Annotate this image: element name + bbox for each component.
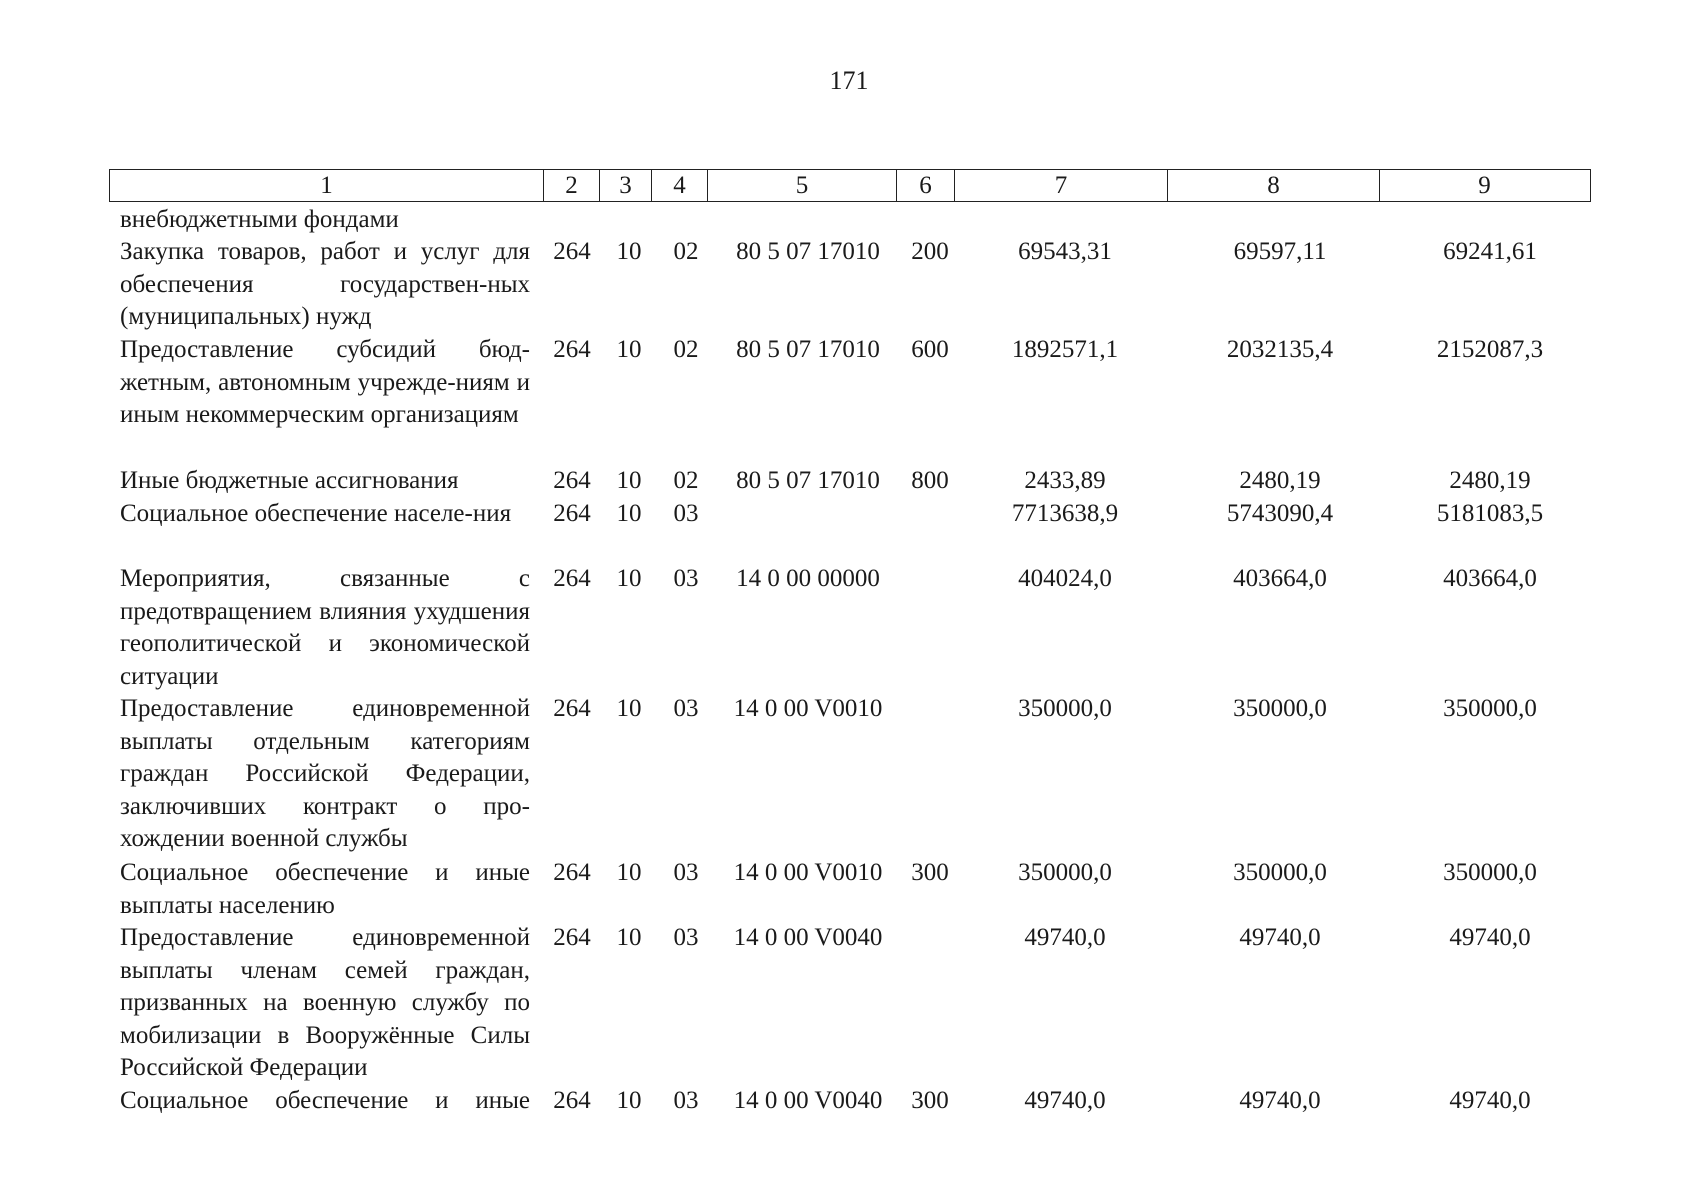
row-description: Социальное обеспечение и иные выплаты населению: [120, 859, 530, 919]
row-col-6: 300: [911, 859, 949, 886]
row-col-5: 14 0 00 V0010: [733, 695, 883, 722]
header-col-4: 4: [652, 170, 708, 201]
row-col-4: 03: [673, 1087, 699, 1114]
row-col-4: 02: [673, 467, 699, 494]
row-col-2: 264: [553, 859, 591, 886]
row-col-6: 200: [911, 238, 949, 265]
row-col-7: 350000,0: [1018, 859, 1112, 886]
row-col-9: 2152087,3: [1436, 336, 1544, 363]
row-col-6: 600: [911, 336, 949, 363]
row-col-8: 49740,0: [1239, 924, 1321, 951]
header-col-6: 6: [897, 170, 955, 201]
page-number: 171: [829, 66, 869, 95]
row-col-3: 10: [616, 238, 642, 265]
row-col-4: 02: [673, 238, 699, 265]
row-col-3: 10: [616, 336, 642, 363]
row-col-9: 49740,0: [1449, 924, 1531, 951]
header-col-2: 2: [544, 170, 600, 201]
row-col-8: 403664,0: [1233, 565, 1327, 592]
row-col-5: 80 5 07 17010: [736, 336, 880, 363]
row-col-4: 03: [673, 924, 699, 951]
row-col-5: 14 0 00 00000: [736, 565, 880, 592]
row-description: Предоставление субсидий бюд-жетным, автономным учрежде-ниям и иным некоммерческим организациям: [120, 336, 530, 428]
row-col-4: 02: [673, 336, 699, 363]
row-col-4: 03: [673, 859, 699, 886]
row-col-2: 264: [553, 695, 591, 722]
row-col-4: 03: [673, 565, 699, 592]
row-description: Закупка товаров, работ и услуг для обеспечения государствен-ных (муниципальных) нужд: [120, 238, 530, 330]
row-col-2: 264: [553, 467, 591, 494]
row-description: Мероприятия, связанные с предотвращением влияния ухудшения геополитической и экономической ситуации: [120, 565, 530, 690]
row-description: Предоставление единовременной выплаты отдельным категориям граждан Российской Федерации, заключивших контракт о про-хождении военной службы: [120, 695, 530, 852]
row-col-9: 5181083,5: [1436, 500, 1544, 527]
row-col-9: 350000,0: [1443, 859, 1537, 886]
row-col-7: 2433,89: [1024, 467, 1106, 494]
header-col-9: 9: [1478, 171, 1491, 199]
row-col-2: 264: [553, 1087, 591, 1114]
row-col-8: 69597,11: [1233, 238, 1327, 265]
row-col-6: 800: [911, 467, 949, 494]
row-col-7: 404024,0: [1018, 565, 1112, 592]
row-col-2: 264: [553, 924, 591, 951]
row-col-5: 80 5 07 17010: [736, 238, 880, 265]
row-col-3: 10: [616, 695, 642, 722]
row-description: Иные бюджетные ассигнования: [120, 467, 459, 494]
header-col-8: 8: [1168, 170, 1380, 201]
row-col-7: 7713638,9: [1011, 500, 1119, 527]
row-col-8: 49740,0: [1239, 1087, 1321, 1114]
header-col-5: 5: [708, 170, 897, 201]
row-col-3: 10: [616, 467, 642, 494]
row-col-9: 49740,0: [1449, 1087, 1531, 1114]
row-col-3: 10: [616, 565, 642, 592]
row-description: Социальное обеспечение населе-ния: [120, 500, 512, 527]
row-col-8: 5743090,4: [1226, 500, 1334, 527]
row-col-7: 49740,0: [1024, 1087, 1106, 1114]
row-description: Предоставление единовременной выплаты членам семей граждан, призванных на военную службу по мобилизации в Вооружённые Силы Российской Федерации: [120, 924, 530, 1081]
header-col-7: 7: [955, 170, 1168, 201]
row-col-5: 14 0 00 V0040: [733, 924, 883, 951]
row-col-8: 350000,0: [1233, 859, 1327, 886]
row-col-5: 14 0 00 V0010: [733, 859, 883, 886]
row-col-8: 2032135,4: [1226, 336, 1334, 363]
row-col-9: 2480,19: [1449, 467, 1531, 494]
row-description: Социальное обеспечение и иные: [120, 1087, 530, 1114]
row-col-3: 10: [616, 500, 642, 527]
header-col-3: 3: [600, 170, 652, 201]
row-col-2: 264: [553, 336, 591, 363]
row-col-4: 03: [673, 695, 699, 722]
row-col-7: 49740,0: [1024, 924, 1106, 951]
row-col-2: 264: [553, 238, 591, 265]
row-col-9: 69241,61: [1443, 238, 1537, 265]
row-col-2: 264: [553, 565, 591, 592]
row-col-7: 350000,0: [1018, 695, 1112, 722]
row-col-3: 10: [616, 924, 642, 951]
row-col-9: 403664,0: [1443, 565, 1537, 592]
row-col-9: 350000,0: [1443, 695, 1537, 722]
row-col-3: 10: [616, 859, 642, 886]
row-col-8: 2480,19: [1239, 467, 1321, 494]
table-header: [109, 169, 1591, 202]
row-col-7: 69543,31: [1018, 238, 1112, 265]
row-col-5: 14 0 00 V0040: [733, 1087, 883, 1114]
row-col-5: 80 5 07 17010: [736, 467, 880, 494]
row-description: внебюджетными фондами: [120, 206, 399, 233]
row-col-2: 264: [553, 500, 591, 527]
row-col-3: 10: [616, 1087, 642, 1114]
row-col-8: 350000,0: [1233, 695, 1327, 722]
row-col-7: 1892571,1: [1011, 336, 1119, 363]
header-col-1: 1: [110, 170, 544, 201]
row-col-6: 300: [911, 1087, 949, 1114]
row-col-4: 03: [673, 500, 699, 527]
